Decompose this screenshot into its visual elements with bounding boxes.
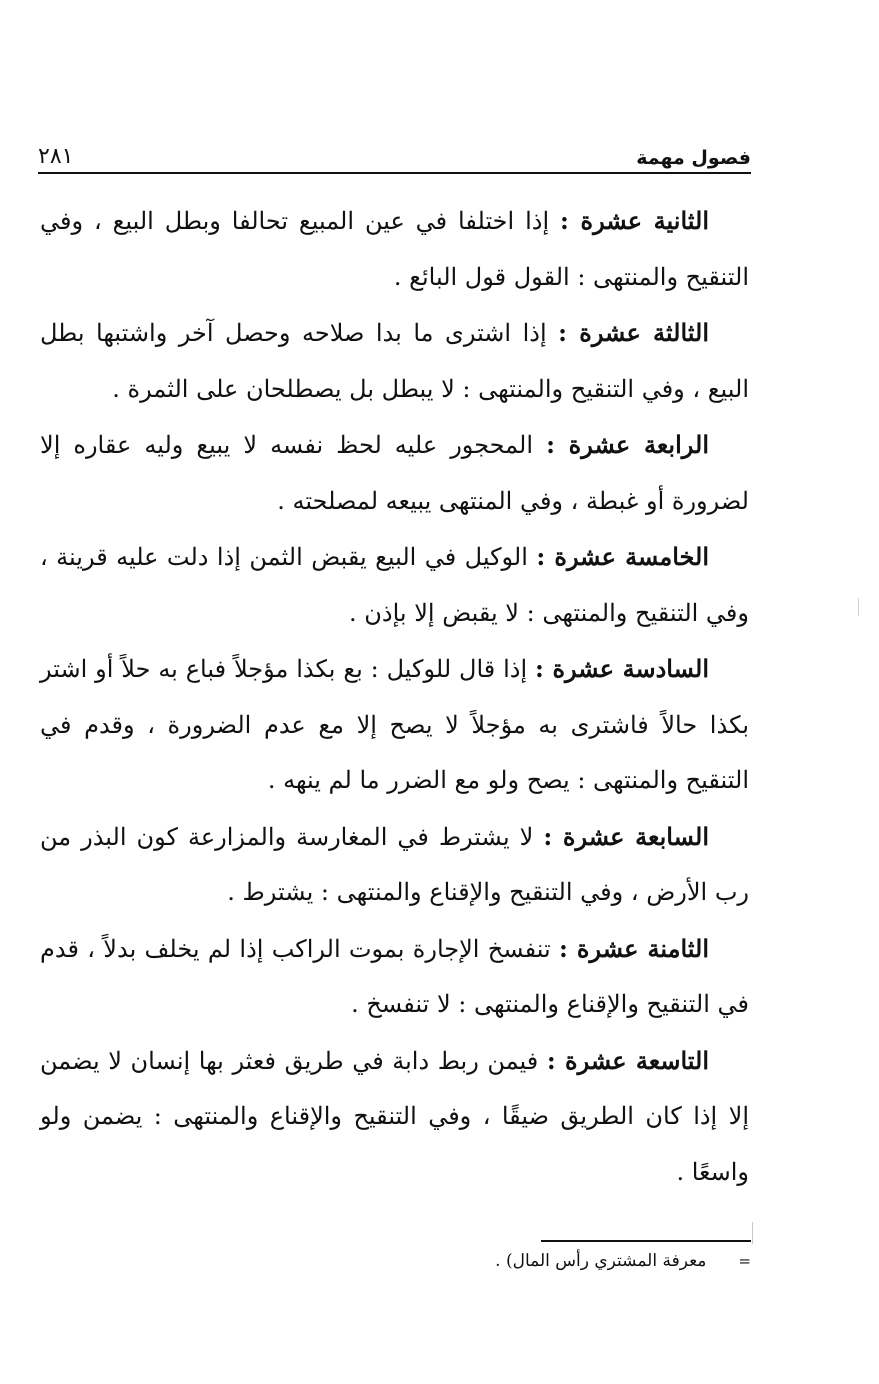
paragraph-term: الثالثة عشرة :: [558, 318, 709, 347]
paragraph-body: الوكيل في البيع يقبض الثمن إذا دلت عليه قرينة ، وفي التنقيح والمنتهى : لا يقبض إلا بإذن .: [40, 543, 749, 627]
paragraph-term: الثانية عشرة :: [560, 206, 709, 235]
paragraph-term: الخامسة عشرة :: [536, 542, 709, 571]
paragraph-16: [40, 641, 749, 809]
running-header-title: فصول مهمة: [636, 147, 751, 169]
paragraph-13: [40, 305, 749, 417]
paragraph-term: الثامنة عشرة :: [559, 933, 709, 963]
paragraph-17: [40, 809, 749, 921]
paragraph-body: إذا اختلفا في عين المبيع تحالفا وبطل البيع ، وفي التنقيح والمنتهى : القول قول البائع .: [40, 207, 749, 291]
paragraph-body: المحجور عليه لحظ نفسه لا يبيع وليه عقاره إلا لضرورة أو غبطة ، وفي المنتهى يبيعه لمصلحته .: [40, 431, 749, 515]
paragraph-body: إذا قال للوكيل : بع بكذا مؤجلاً فباع به حلاً أو اشتر بكذا حالاً فاشترى به مؤجلاً لا يصح إلا مع عدم الضرورة ، وقدم في التنقيح والمنتهى : يصح ولو مع الضرر ما لم ينهه .: [40, 655, 750, 794]
paragraph-term: السادسة عشرة :: [535, 654, 709, 683]
paragraph-term: التاسعة عشرة :: [546, 1045, 709, 1075]
scan-artifact: [752, 1222, 753, 1244]
paragraph-body: فيمن ربط دابة في طريق فعثر بها إنسان لا يضمن إلا إذا كان الطريق ضيقًا ، وفي التنقيح والإقناع والمنتهى : يضمن ولو واسعًا .: [40, 1046, 749, 1186]
scan-artifact: [858, 598, 859, 616]
paragraph-body: تنفسخ الإجارة بموت الراكب إذا لم يخلف بدلاً ، قدم في التنقيح والإقناع والمنتهى : لا تنفسخ .: [40, 934, 749, 1018]
footnote-rule: [541, 1240, 751, 1242]
paragraph-body: لا يشترط في المغارسة والمزارعة كون البذر من رب الأرض ، وفي التنقيح والإقناع والمنتهى : يشترط .: [40, 822, 749, 906]
paragraph-term: السابعة عشرة :: [543, 821, 709, 851]
header-rule: [38, 172, 751, 174]
paragraph-18: [40, 921, 749, 1033]
footnote: [495, 1249, 751, 1275]
page-number: ٢٨١: [38, 144, 74, 169]
footnote-text: معرفة المشتري رأس المال) .: [495, 1251, 707, 1271]
paragraph-14: [40, 417, 749, 529]
paragraph-12: [40, 193, 749, 305]
running-header: [38, 128, 751, 168]
paragraph-15: [40, 529, 749, 641]
body-text: [40, 193, 749, 1200]
footnote-continuation-marker: =: [738, 1252, 751, 1270]
paragraph-term: الرابعة عشرة :: [546, 430, 709, 459]
paragraph-19: [40, 1033, 749, 1201]
paragraph-body: إذا اشترى ما بدا صلاحه وحصل آخر واشتبها بطل البيع ، وفي التنقيح والمنتهى : لا يبطل بل يصطلحان على الثمرة .: [40, 319, 749, 403]
